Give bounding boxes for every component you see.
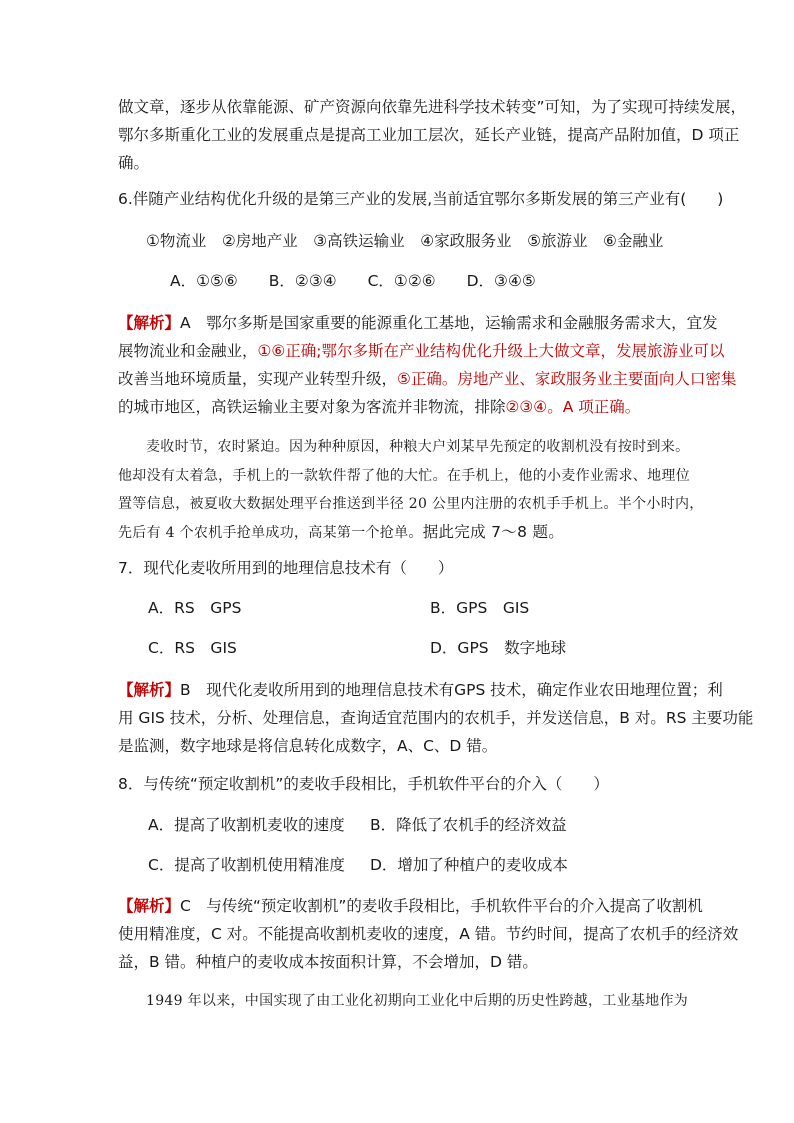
- question-8-analysis-line-3: 益，B 错。种植户的麦收成本按面积计算，不会增加，D 错。: [118, 953, 538, 971]
- analysis-text: ②③④。A 项正确。: [505, 398, 641, 416]
- question-6-options: A．①⑤⑥ B．②③④ C．①②⑥ D．③④⑤: [170, 272, 536, 290]
- analysis-text: 改善当地环境质量，实现产业转型升级，: [118, 370, 398, 388]
- passage-1-line-3: 置等信息，被夏收大数据处理平台推送到半径 20 公里内注册的农机手手机上。半个小时内，: [118, 496, 704, 512]
- question-7-stem: 7．现代化麦收所用到的地理信息技术有（ ）: [118, 559, 454, 577]
- question-6-analysis-line-2: [118, 341, 725, 361]
- passage-1-line-4: [118, 522, 564, 543]
- question-6-items: ①物流业 ②房地产业 ③高铁运输业 ④家政服务业 ⑤旅游业 ⑥金融业: [146, 232, 664, 250]
- analysis-text: C 与传统“预定收割机”的麦收手段相比，手机软件平台的介入提高了收割机: [180, 897, 703, 915]
- analysis-continuation-line-3: 确。: [118, 154, 150, 172]
- question-8-option-b: B．降低了农机手的经济效益: [370, 816, 567, 834]
- passage-text: 先后有 4 个农机手抢单成功，高某第一个抢单。: [118, 525, 423, 541]
- analysis-tag: 【解析】: [118, 681, 181, 699]
- question-8-analysis-line-2: 使用精准度，C 对。不能提高收割机麦收的速度，A 错。节约时间，提高了农机手的经济效: [118, 925, 739, 943]
- analysis-text: 展物流业和金融业，: [118, 342, 258, 360]
- analysis-continuation-line-1: 做文章，逐步从依靠能源、矿产资源向依靠先进科学技术转变”可知，为了实现可持续发展，: [118, 98, 747, 116]
- analysis-text: ⑤正确。房地产业、家政服务业主要面向人口密集: [397, 370, 737, 388]
- question-8-option-a: A．提高了收割机麦收的速度: [148, 816, 345, 834]
- question-7-option-d: D．GPS 数字地球: [430, 639, 567, 657]
- question-7-option-c: C．RS GIS: [148, 639, 237, 657]
- analysis-tag: 【解析】: [118, 314, 181, 332]
- passage-1-line-2: 他却没有太着急，手机上的一款软件帮了他的大忙。在手机上，他的小麦作业需求、地理位: [118, 468, 690, 484]
- analysis-text: B 现代化麦收所用到的地理信息技术有GPS 技术，确定作业农田地理位置；利: [180, 681, 723, 699]
- question-8-option-c: C．提高了收割机使用精准度: [148, 856, 345, 874]
- question-6-analysis-line-1: [118, 313, 718, 333]
- analysis-text: 的城市地区，高铁运输业主要对象为客流并非物流，排除: [118, 398, 506, 416]
- question-8-option-d: D．增加了种植户的麦收成本: [370, 856, 568, 874]
- question-8-stem: 8．与传统“预定收割机”的麦收手段相比，手机软件平台的介入（ ）: [118, 775, 609, 793]
- analysis-continuation-line-2: 鄂尔多斯重化工业的发展重点是提高工业加工层次，延长产业链，提高产品附加值，D 项正: [118, 126, 740, 144]
- question-6-analysis-line-3: [118, 369, 736, 389]
- question-7-option-a: A．RS GPS: [148, 599, 242, 617]
- question-7-analysis-line-3: 是监测，数字地球是将信息转化成数字，A、C、D 错。: [118, 737, 498, 755]
- question-7-analysis-line-2: 用 GIS 技术，分析、处理信息，查询适宜范围内的农机手，并发送信息，B 对。RS 主要功能: [118, 709, 754, 727]
- passage-instruction: 据此完成 7～8 题。: [422, 523, 565, 541]
- question-7-option-b: B．GPS GIS: [430, 599, 530, 617]
- passage-2-line-1: 1949 年以来，中国实现了由工业化初期向工业化中后期的历史性跨越，工业基地作为: [146, 993, 689, 1009]
- question-8-analysis-line-1: [118, 896, 703, 916]
- analysis-text: ①⑥正确;鄂尔多斯在产业结构优化升级上大做文章，发展旅游业可以: [257, 342, 725, 360]
- analysis-tag: 【解析】: [118, 897, 181, 915]
- question-7-analysis-line-1: [118, 680, 723, 700]
- question-6-analysis-line-4: [118, 397, 640, 417]
- passage-1-line-1: 麦收时节，农时紧迫。因为种种原因，种粮大户刘某早先预定的收割机没有按时到来。: [146, 439, 690, 455]
- question-6-stem: 6.伴随产业结构优化升级的是第三产业的发展,当前适宜鄂尔多斯发展的第三产业有( ): [118, 190, 724, 208]
- analysis-text: A 鄂尔多斯是国家重要的能源重化工基地，运输需求和金融服务需求大，宜发: [180, 314, 718, 332]
